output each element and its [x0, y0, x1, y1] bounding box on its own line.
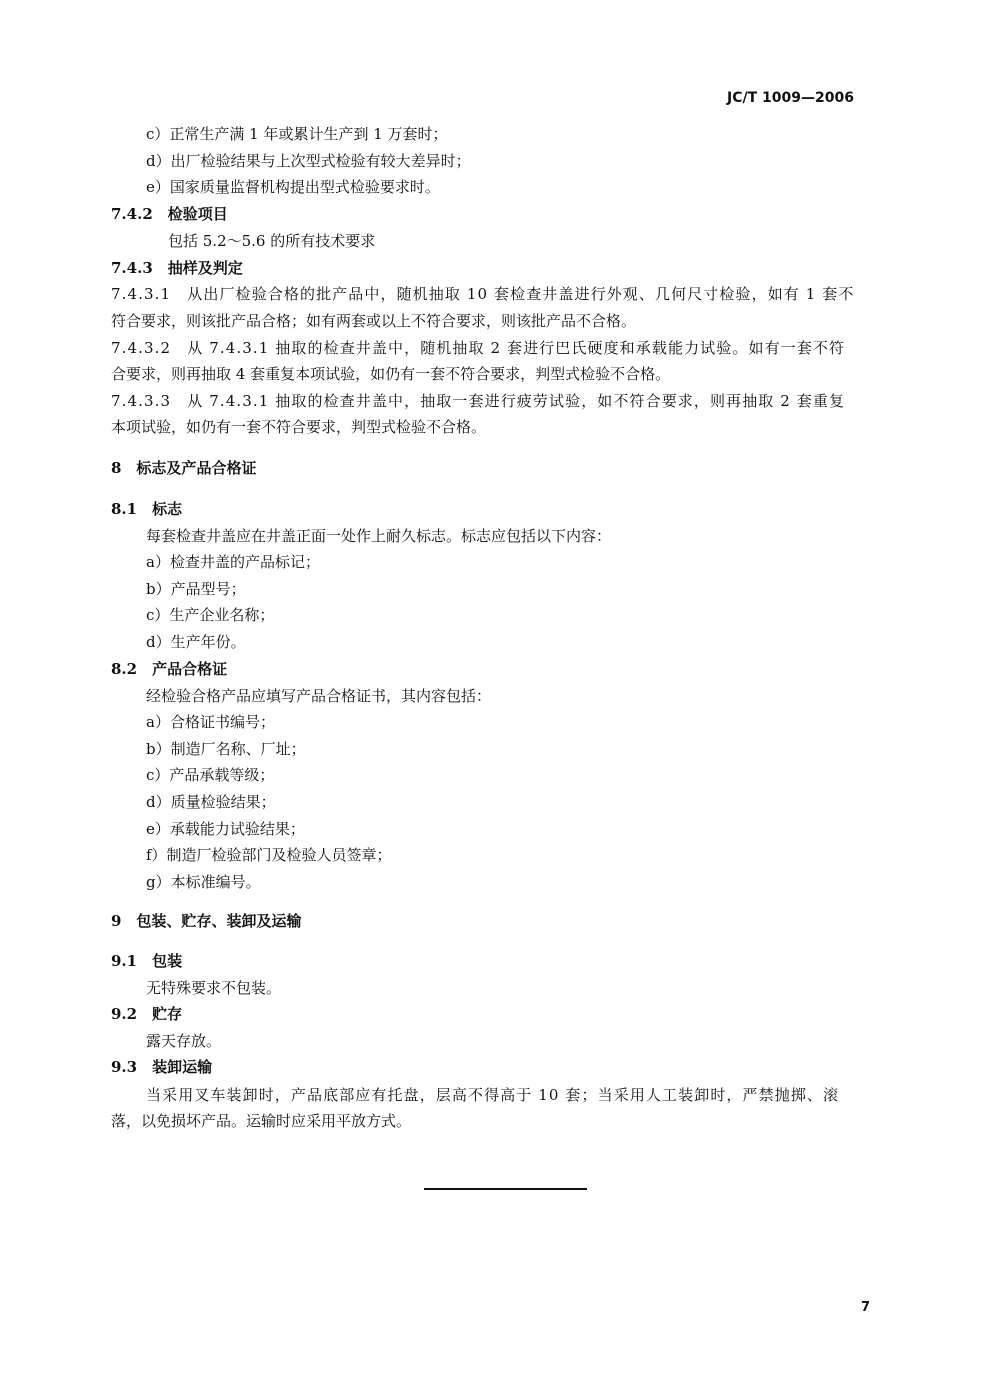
heading-section-8: 8 标志及产品合格证 — [111, 459, 257, 477]
paragraph-9-2: 露天存放。 — [146, 1032, 222, 1050]
heading-9-1: 9.1 包装 — [111, 952, 183, 970]
list-item: b）产品型号； — [146, 580, 246, 598]
list-item: e）承载能力试验结果； — [146, 820, 305, 838]
paragraph-8-1: 每套检查井盖应在井盖正面一处作上耐久标志。标志应包括以下内容： — [146, 527, 612, 545]
list-item: a）检查井盖的产品标记； — [146, 553, 320, 571]
list-item: g）本标准编号。 — [146, 873, 261, 891]
paragraph-7-4-2: 包括 5.2～5.6 的所有技术要求 — [168, 232, 376, 250]
list-item: c）生产企业名称； — [146, 606, 275, 624]
list-item: b）制造厂名称、厂址； — [146, 740, 306, 758]
paragraph-line: 本项试验，如仍有一套不符合要求，判型式检验不合格。 — [111, 418, 487, 436]
list-item: c）产品承载等级； — [146, 766, 275, 784]
standard-code: JC/T 1009—2006 — [727, 90, 854, 106]
list-item: f）制造厂检验部门及检验人员签章； — [146, 846, 392, 864]
page-number: 7 — [861, 1300, 871, 1315]
paragraph-line: 合要求，则再抽取 4 套重复本项试验，如仍有一套不符合要求，判型式检验不合格。 — [111, 365, 671, 383]
list-item: d）生产年份。 — [146, 633, 246, 651]
list-item: a）合格证书编号； — [146, 713, 275, 731]
list-item: e）国家质量监督机构提出型式检验要求时。 — [146, 178, 440, 196]
heading-7-4-3: 7.4.3 抽样及判定 — [111, 259, 243, 277]
paragraph-9-1: 无特殊要求不包装。 — [146, 979, 282, 997]
heading-9-2: 9.2 贮存 — [111, 1005, 183, 1023]
end-rule — [424, 1188, 587, 1190]
list-item: c）正常生产满 1 年或累计生产到 1 万套时； — [146, 125, 448, 143]
paragraph-line: 7.4.3.1 从出厂检验合格的批产品中，随机抽取 10 套检查井盖进行外观、几何尺寸检验，如有 1 套不 — [111, 285, 855, 303]
paragraph-8-2: 经检验合格产品应填写产品合格证书，其内容包括： — [146, 687, 492, 705]
list-item: d）质量检验结果； — [146, 793, 276, 811]
paragraph-line: 7.4.3.3 从 7.4.3.1 抽取的检查井盖中，抽取一套进行疲劳试验，如不符合要求，则再抽取 2 套重复 — [111, 392, 846, 410]
paragraph-line: 符合要求，则该批产品合格；如有两套或以上不符合要求，则该批产品不合格。 — [111, 312, 637, 330]
heading-7-4-2: 7.4.2 检验项目 — [111, 205, 228, 223]
list-item: d）出厂检验结果与上次型式检验有较大差异时； — [146, 152, 471, 170]
paragraph-line: 7.4.3.2 从 7.4.3.1 抽取的检查井盖中，随机抽取 2 套进行巴氏硬度和承载能力试验。如有一套不符 — [111, 339, 846, 357]
heading-section-9: 9 包装、贮存、装卸及运输 — [111, 912, 302, 930]
heading-9-3: 9.3 装卸运输 — [111, 1058, 213, 1076]
heading-8-1: 8.1 标志 — [111, 500, 183, 518]
paragraph-line: 当采用叉车装卸时，产品底部应有托盘，层高不得高于 10 套；当采用人工装卸时，严禁抛掷、滚 — [146, 1086, 840, 1104]
paragraph-line: 落，以免损坏产品。运输时应采用平放方式。 — [111, 1112, 412, 1130]
heading-8-2: 8.2 产品合格证 — [111, 660, 228, 678]
